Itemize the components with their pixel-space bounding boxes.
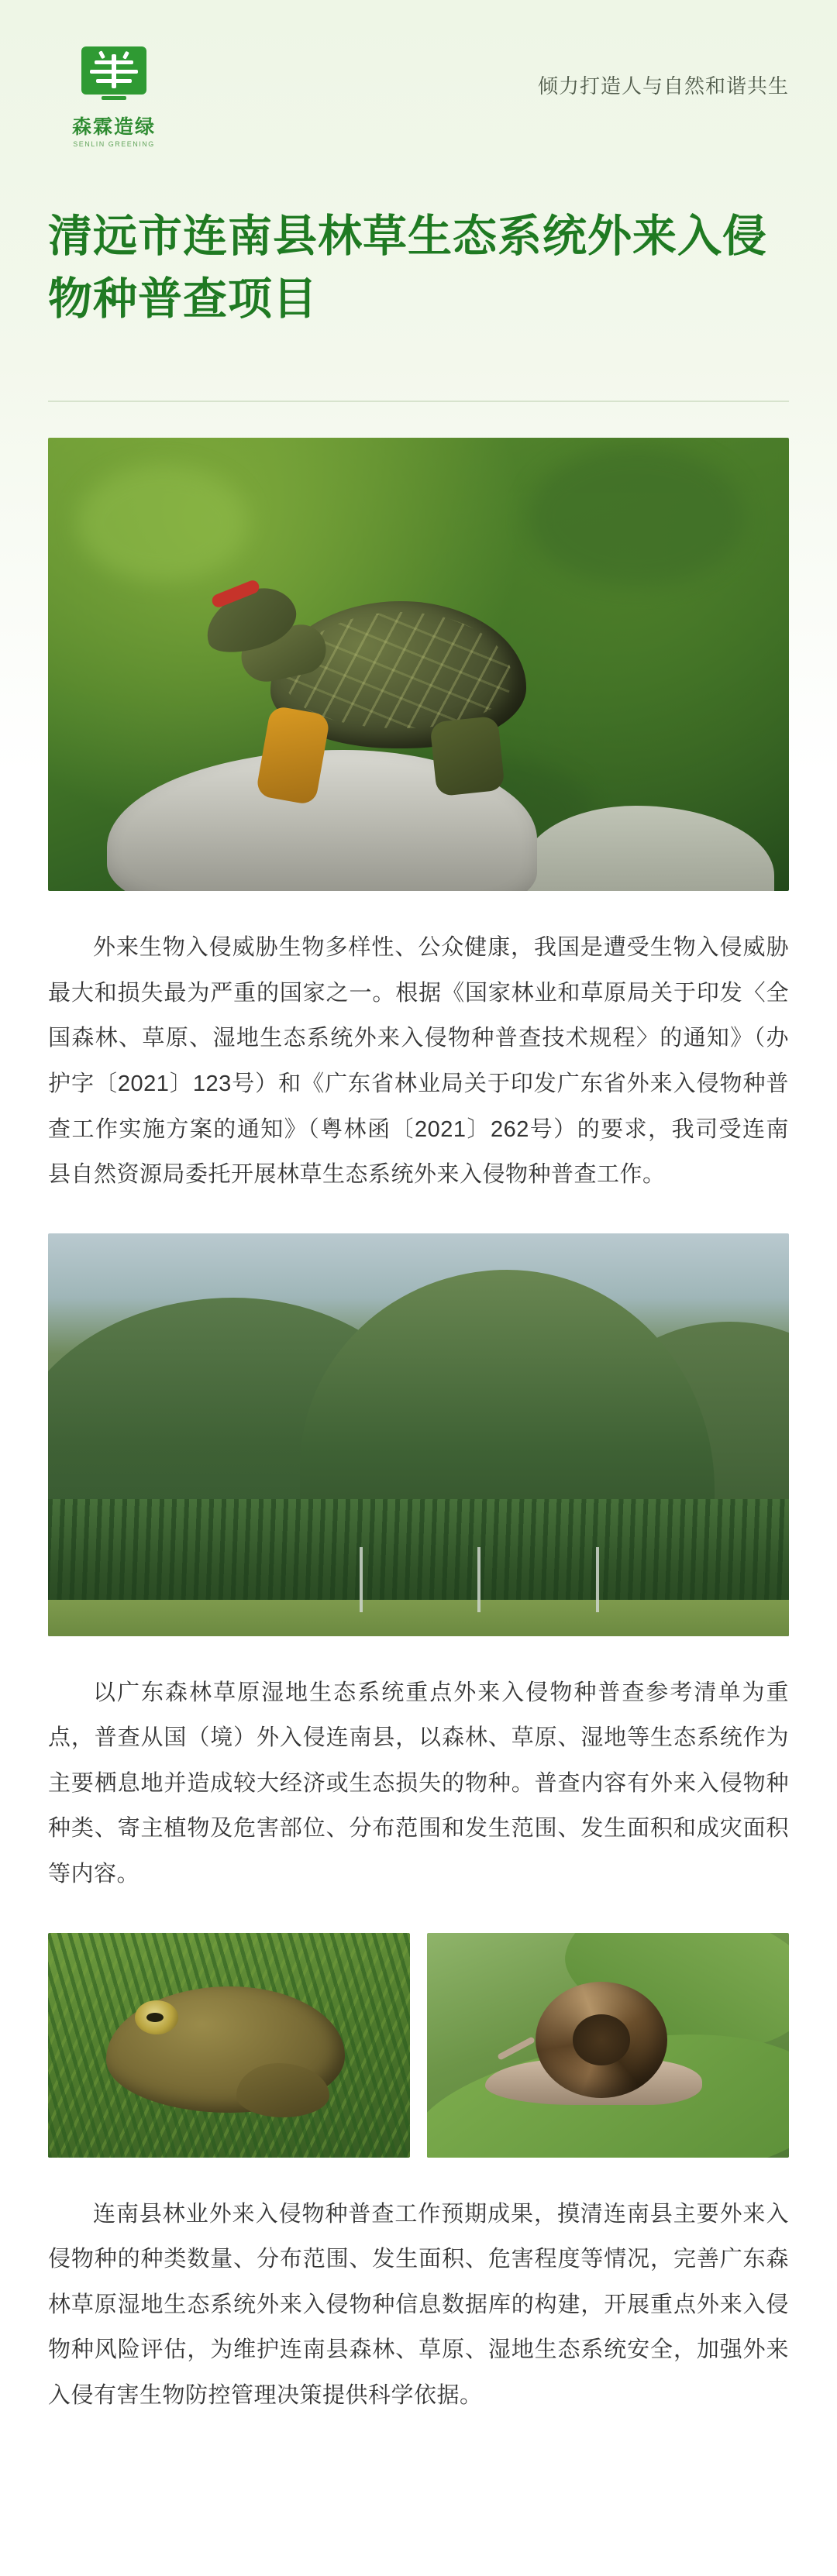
page-header: [0, 0, 837, 148]
red-eared-slider-turtle-photo: [48, 438, 789, 891]
paragraph-3: 连南县林业外来入侵物种普查工作预期成果，摸清连南县主要外来入侵物种的种类数量、分布范围、发生面积、危害程度等情况，完善广东森林草原湿地生态系统外来入侵物种信息数据库的构建，开展重点外来入侵物种风险评估，为维护连南县森林、草原、湿地生态系统安全，加强外来入侵有害生物防控管理决策提供科学依据。: [48, 2201, 789, 2408]
utility-pole: [477, 1547, 480, 1611]
utility-pole: [596, 1547, 599, 1611]
snail-shell: [536, 1982, 667, 2098]
page-title: 清远市连南县林草生态系统外来入侵物种普查项目: [48, 212, 767, 325]
brand-logo: [48, 40, 180, 148]
bokeh-foliage: [528, 447, 745, 586]
turtle-hind-leg: [429, 716, 505, 797]
photo-row: [48, 1933, 789, 2158]
paragraph-1: 外来生物入侵威胁生物多样性、公众健康，我国是遭受生物入侵威胁最大和损失最为严重的国家之一。根据《国家林业和草原局关于印发〈全国森林、草原、湿地生态系统外来入侵物种普查技术规程〉的通知》（办护字〔2021〕123号）和《广东省林业局关于印发广东省外来入侵物种普查工作实施方案的通知》（粤林函〔2021〕262号）的要求，我司受连南县自然资源局委托开展林草生态系统外来入侵物种普查工作。: [48, 935, 789, 1188]
giant-african-snail-photo: [427, 1933, 789, 2158]
utility-pole: [360, 1547, 363, 1611]
bullfrog-photo: [48, 1933, 410, 2158]
bokeh-foliage: [78, 465, 248, 581]
foreground-meadow: [48, 1600, 789, 1636]
divider: [48, 401, 789, 402]
logo-subtext: SENLIN GREENING: [73, 140, 155, 148]
logo-wordmark: 森霖造绿: [71, 116, 156, 138]
forest-mountain-landscape-photo: [48, 1233, 789, 1636]
title-divider-wrap: [0, 360, 837, 402]
title-block: [0, 148, 837, 331]
paragraph-2: 以广东森林草原湿地生态系统重点外来入侵物种普查参考清单为重点，普查从国（境）外入侵连南县，以森林、草原、湿地等生态系统作为主要栖息地并造成较大经济或生态损失的物种。普查内容有外来入侵物种种类、寄主植物及危害部位、分布范围和发生范围、发生面积和成灾面积等内容。: [48, 1680, 789, 1887]
header-slogan: 倾力打造人与自然和谐共生: [537, 74, 789, 98]
frog-eye: [135, 2000, 178, 2034]
tree-logo-icon: [71, 40, 157, 115]
article-content: [0, 438, 837, 2418]
